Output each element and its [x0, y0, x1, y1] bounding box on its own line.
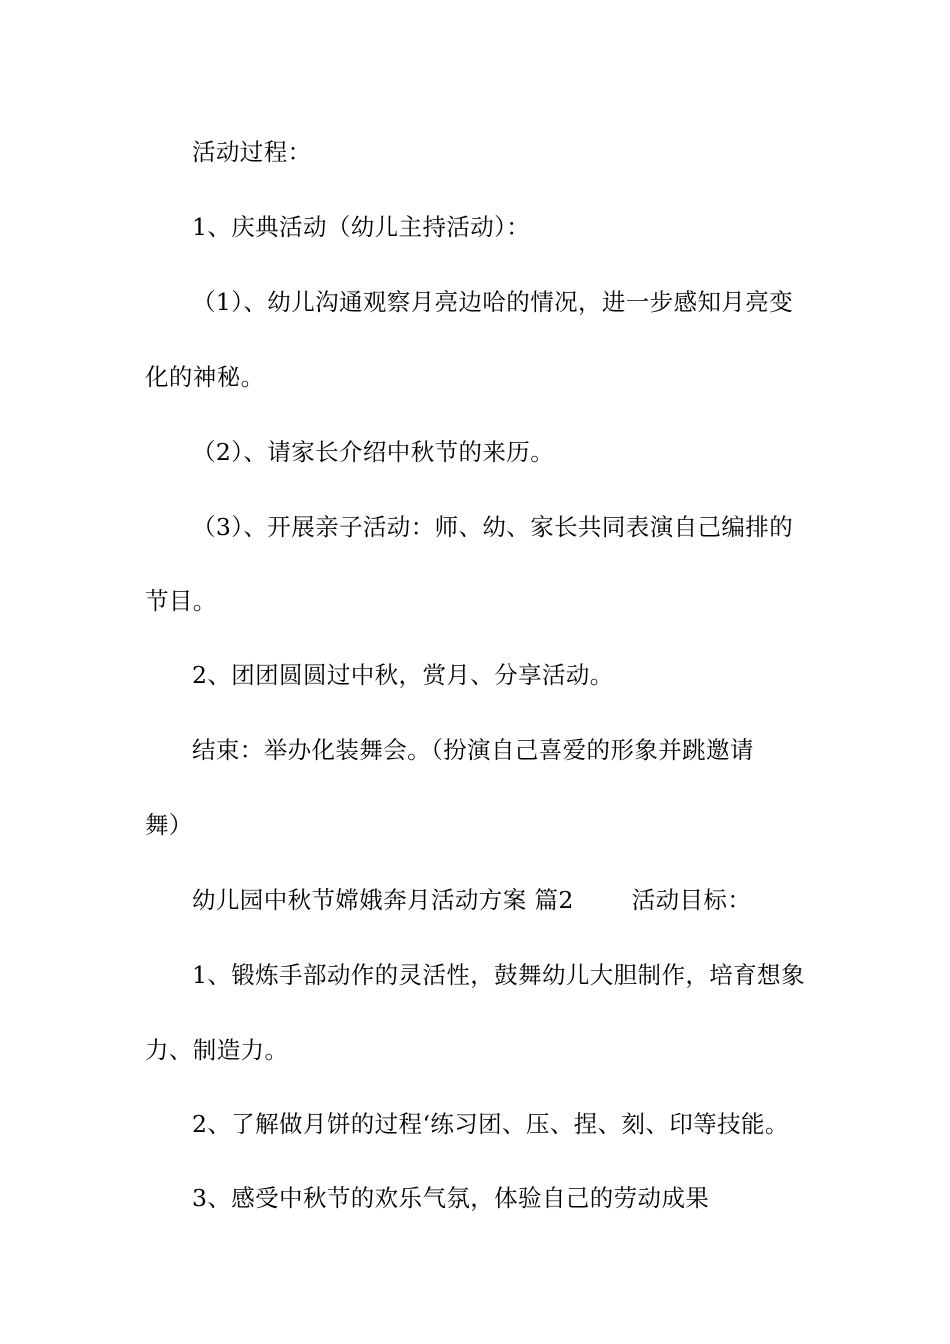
sub-item-2: （2）、请家长介绍中秋节的来历。: [192, 438, 555, 466]
list-item-2: 2、团团圆圆过中秋，赏月、分享活动。: [192, 661, 614, 689]
plan-title: 幼儿园中秋节嫦娥奔月活动方案 篇2: [192, 886, 574, 914]
goal-2: 2、了解做月饼的过程‘练习团、压、捏、刻、印等技能。: [192, 1110, 789, 1138]
goal-1-line-1: 1、锻炼手部动作的灵活性，鼓舞幼儿大胆制作，培育想象: [192, 961, 805, 989]
goal-1-line-2: 力、制造力。: [145, 1036, 289, 1064]
list-item-1: 1、庆典活动（幼儿主持活动）：: [192, 213, 531, 241]
section-heading-goals: 活动目标：: [631, 886, 752, 914]
sub-item-1-line-1: （1）、幼儿沟通观察月亮边哈的情况，进一步感知月亮变: [192, 288, 794, 316]
ending-line-1: 结束：举办化装舞会。（扮演自己喜爱的形象并跳邀请: [192, 736, 754, 764]
sub-item-1-line-2: 化的神秘。: [145, 363, 265, 391]
section-heading-process: 活动过程：: [192, 138, 312, 166]
goal-3: 3、感受中秋节的欢乐气氛，体验自己的劳动成果: [192, 1184, 710, 1212]
plan-title-line: [192, 885, 751, 915]
sub-item-3-line-2: 节目。: [145, 587, 217, 615]
ending-line-2: 舞）: [145, 811, 193, 839]
sub-item-3-line-1: （3）、开展亲子活动：师、幼、家长共同表演自己编排的: [192, 513, 794, 541]
